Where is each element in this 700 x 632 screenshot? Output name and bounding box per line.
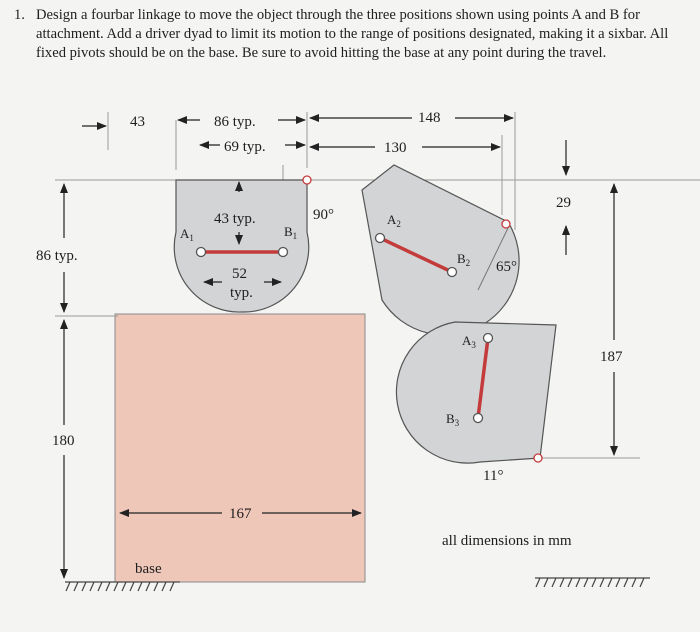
dim-187: 187 <box>600 349 623 365</box>
pivot-B3 <box>474 414 483 423</box>
dim-11deg: 11° <box>483 468 504 484</box>
dim-86typ-top: 86 typ. <box>214 114 256 130</box>
label-A2: $A_2$ <box>387 212 401 229</box>
dim-86typ-left: 86 typ. <box>36 248 78 264</box>
dim-43typ: 43 typ. <box>214 211 256 227</box>
units-note: all dimensions in mm <box>442 533 572 549</box>
object-position-3 <box>396 322 556 463</box>
label-A1: $A_1$ <box>180 226 194 243</box>
pivot-A2 <box>376 234 385 243</box>
pivot-B1 <box>279 248 288 257</box>
label-B3: $B_3$ <box>446 411 460 428</box>
ground-hatch-right <box>535 578 650 587</box>
dim-90deg: 90° <box>313 207 334 223</box>
ground-hatch-left <box>65 582 180 591</box>
object-position-2 <box>362 165 519 335</box>
pivot-B2 <box>448 268 457 277</box>
label-A3: $A_3$ <box>462 333 476 350</box>
dim-148: 148 <box>418 110 441 126</box>
base-label: base <box>135 561 162 577</box>
dim-65deg: 65° <box>496 259 517 275</box>
dim-167: 167 <box>229 506 252 522</box>
dim-52: 52 <box>232 266 247 282</box>
pivot-A1 <box>197 248 206 257</box>
label-B1: $B_1$ <box>284 224 298 241</box>
corner-marker-2 <box>502 220 510 228</box>
corner-marker-3 <box>534 454 542 462</box>
problem-text: Design a fourbar linkage to move the object through the three positions shown using points A and B for attachment. Add a driver dyad to limit its motion to the range of positions designated, making it a sixbar. All fixed pivots should be on the base. Be sure to avoid hitting the base at any point during the travel. <box>36 7 669 61</box>
problem-number: 1. <box>14 7 25 23</box>
dim-69typ: 69 typ. <box>224 139 266 155</box>
pivot-A3 <box>484 334 493 343</box>
dim-130: 130 <box>384 140 407 156</box>
dim-29: 29 <box>556 195 571 211</box>
label-B2: $B_2$ <box>457 251 471 268</box>
dim-52-typ: typ. <box>230 285 253 301</box>
dim-43: 43 <box>130 114 145 130</box>
base-block <box>115 314 365 582</box>
corner-marker-1 <box>303 176 311 184</box>
dim-180: 180 <box>52 433 75 449</box>
